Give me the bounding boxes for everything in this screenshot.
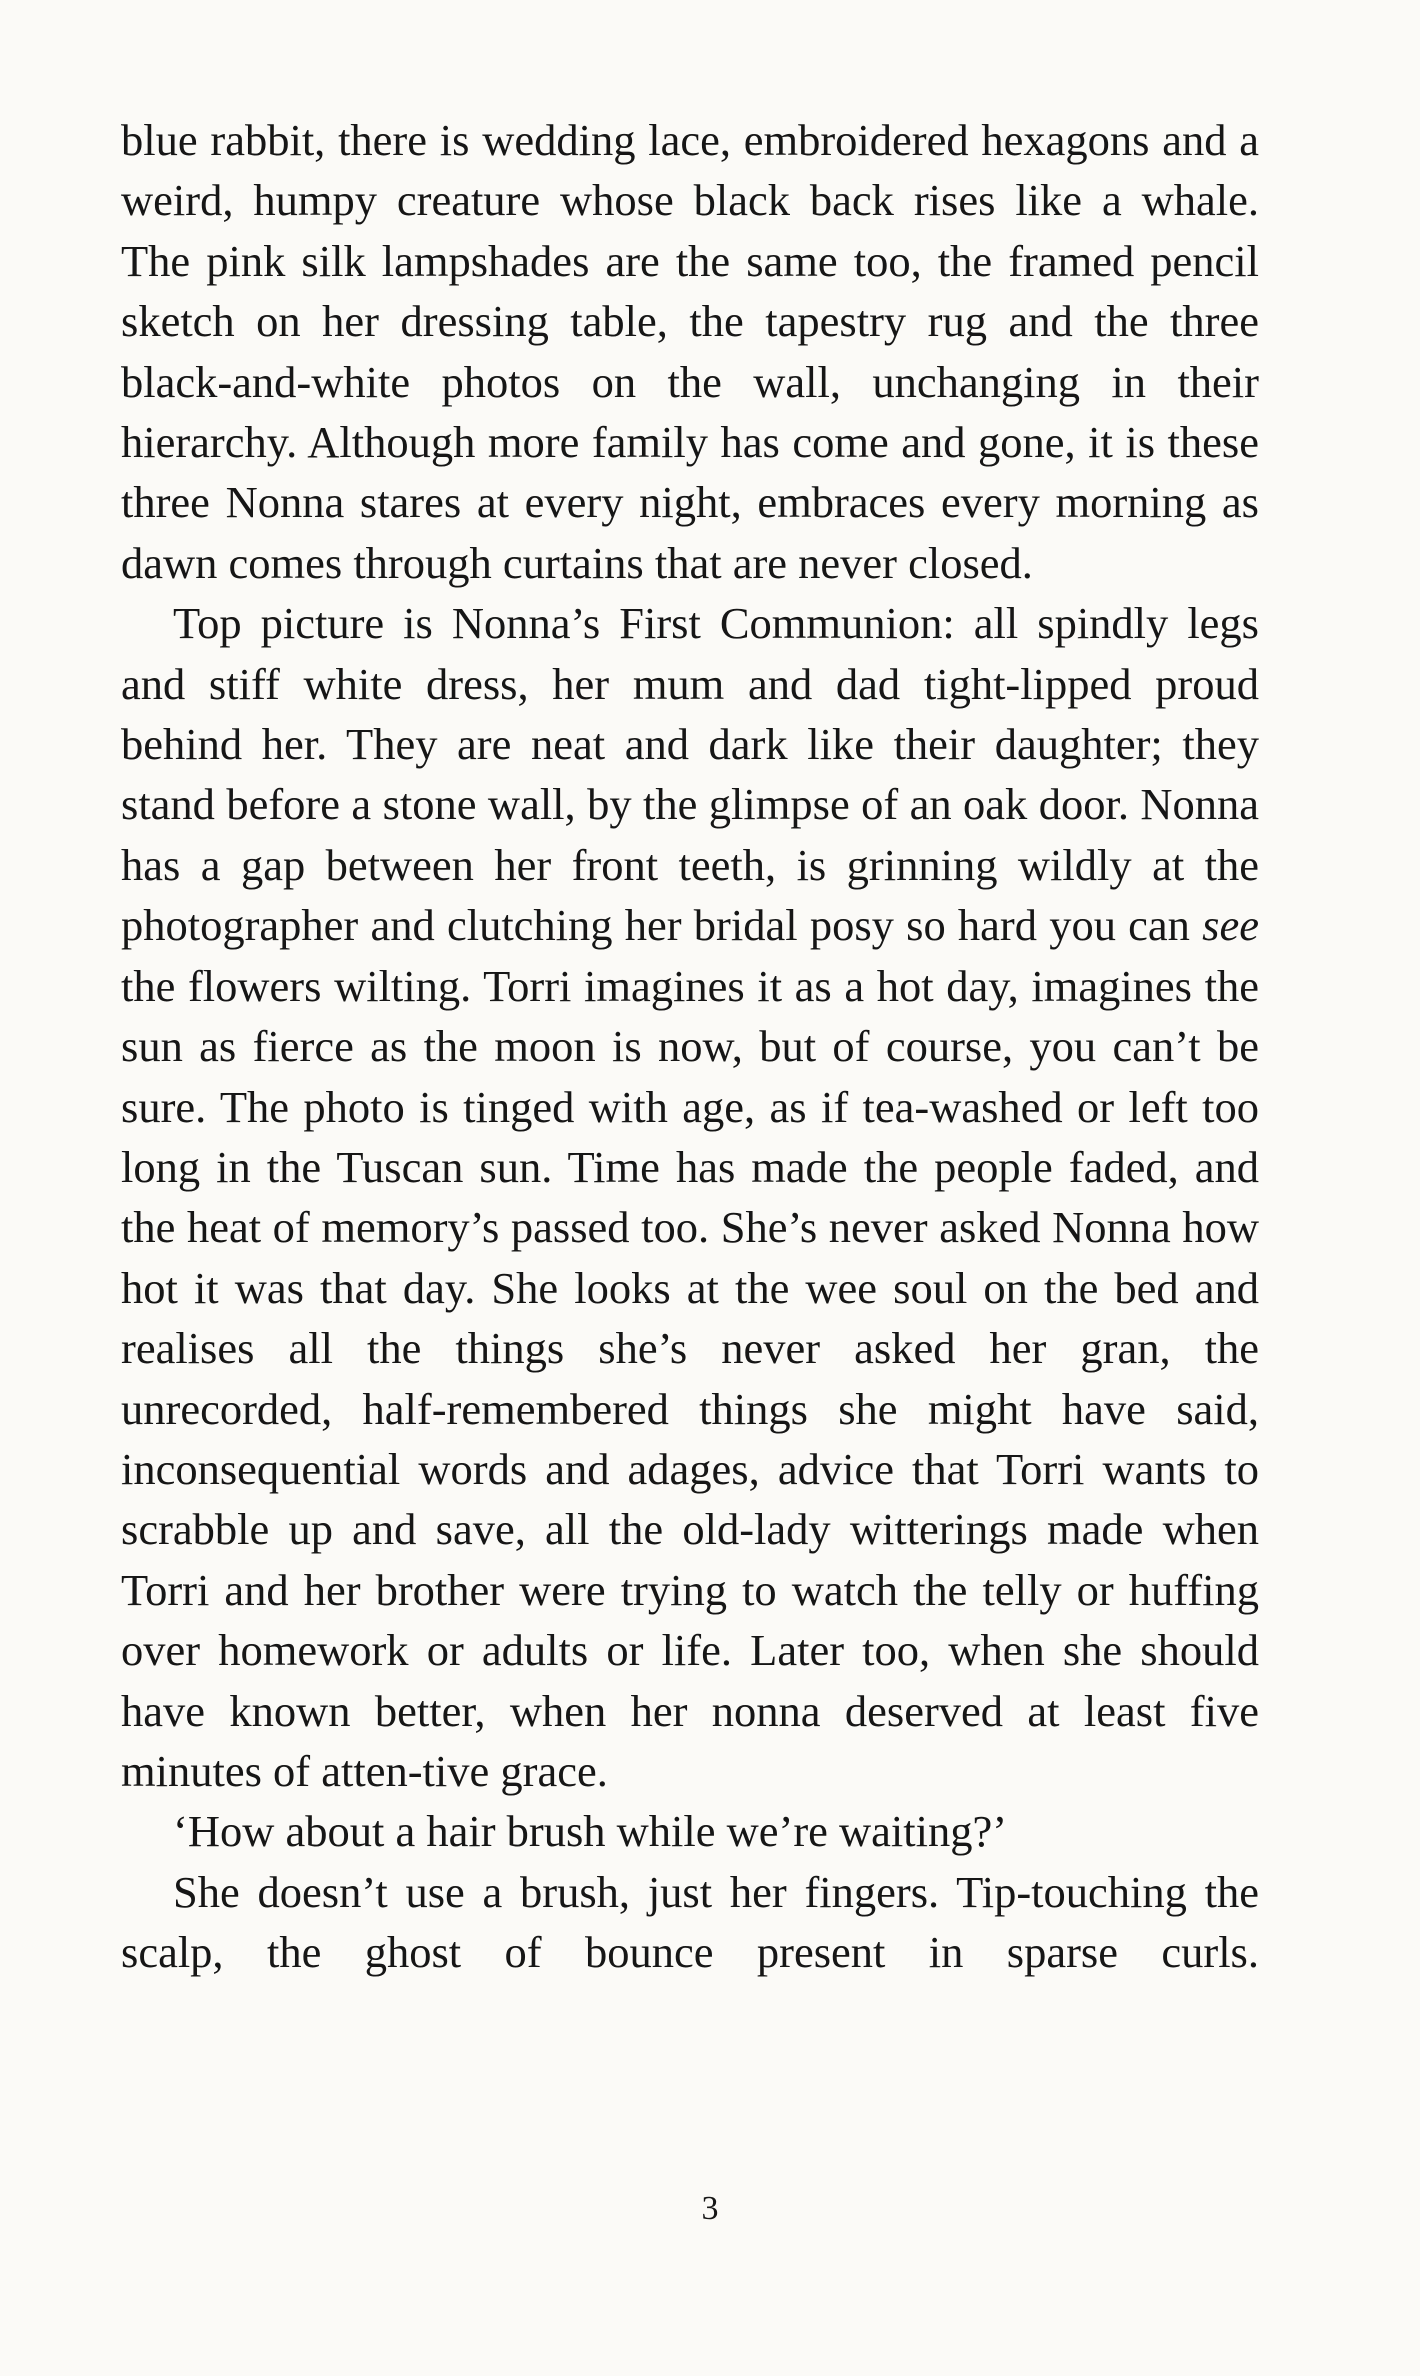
- paragraph-2-emphasis: see: [1202, 900, 1259, 951]
- paragraph-3-dialogue: ‘How about a hair brush while we’re waiting?’: [173, 1806, 1008, 1857]
- body-text: [121, 110, 1259, 1983]
- paragraph-2: [121, 593, 1259, 1801]
- paragraph-2-text-b: the flowers wilting. Torri imagines it as a hot day, imagines the sun as fierce as the moon is now, but of course, you can’t be sure. The photo is tinged with age, as if tea-washed or left too long in the Tuscan sun. Time has made the people faded, and the heat of memory’s passed too. She’s never asked Nonna how hot it was that day. She looks at the wee soul on the bed and realises all the things she’s never asked her gran, the unrecorded, half-remembered things she might have said, inconsequential words and adages, advice that Torri wants to scrabble up and save, all the old-lady witterings made when Torri and her brother were trying to watch the telly or huffing over homework or adults or life. Later too, when she should have known better, when her nonna deserved at least five minutes of atten-tive grace.: [121, 960, 1259, 1796]
- paragraph-2-text-a: Top picture is Nonna’s First Communion: all spindly legs and stiff white dress, her mum and dad tight-lipped proud behind her. They are neat and dark like their daughter; they stand before a stone wall, by the glimpse of an oak door. Nonna has a gap between her front teeth, is grinning wildly at the photographer and clutching her bridal posy so hard you can: [121, 598, 1259, 951]
- paragraph-4: She doesn’t use a brush, just her fingers. Tip-touching the scalp, the ghost of bounce present in sparse curls.: [121, 1866, 1259, 1978]
- page-number: 3: [701, 2190, 719, 2227]
- paragraph-1: blue rabbit, there is wedding lace, embroidered hexagons and a weird, humpy creature whose black back rises like a whale. The pink silk lampshades are the same too, the framed pencil sketch on her dressing table, the tapestry rug and the three black-and-white photos on the wall, unchanging in their hierarchy. Although more family has come and gone, it is these three Nonna stares at every night, embraces every morning as dawn comes through curtains that are never closed.: [121, 115, 1259, 588]
